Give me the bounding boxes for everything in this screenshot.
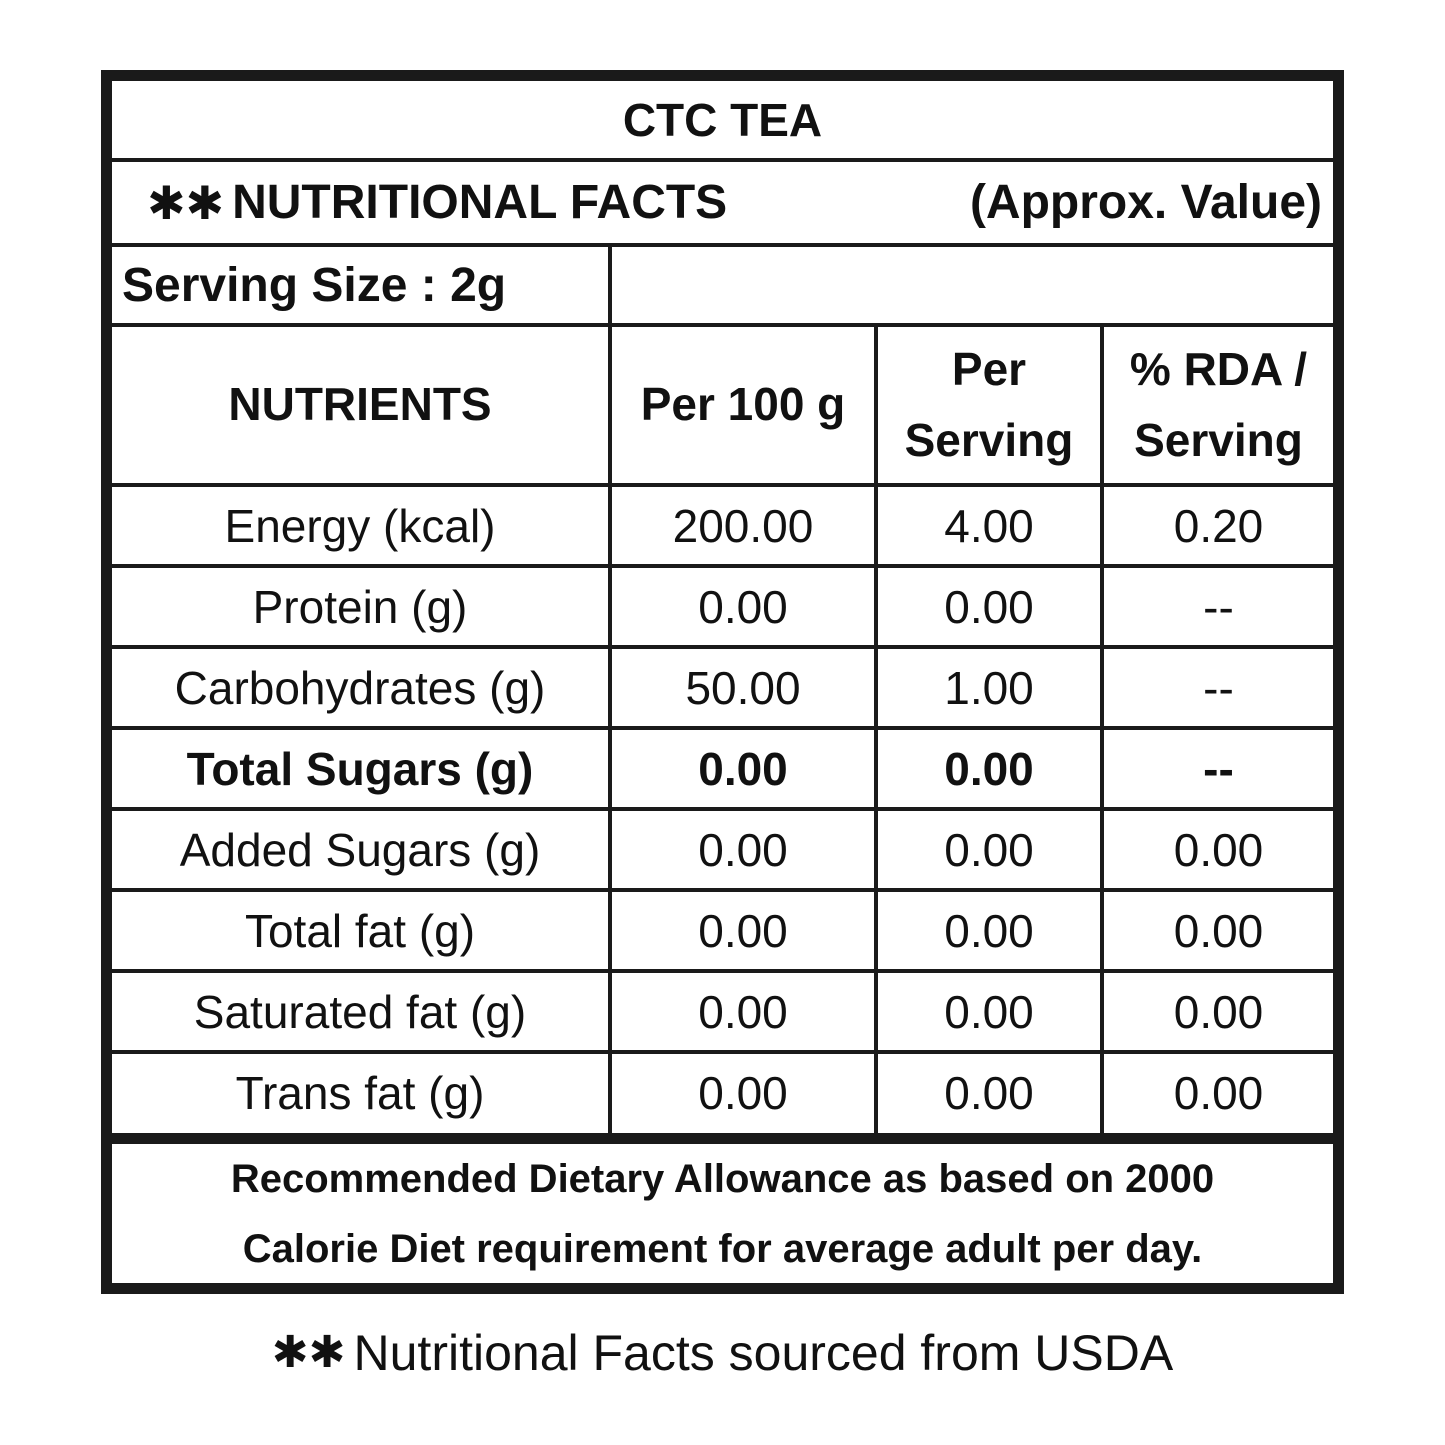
- nutrient-name: Added Sugars (g): [179, 823, 541, 876]
- nutrient-name: Total fat (g): [244, 904, 476, 957]
- col-header-line: Serving: [904, 414, 1074, 466]
- column-divider: [874, 327, 878, 1137]
- nutrient-value-rda: 0.20: [1173, 499, 1264, 552]
- facts-heading: [147, 162, 847, 243]
- footnote-line: Recommended Dietary Allowance as based on 2000: [230, 1156, 1215, 1201]
- nutrient-value-per-serving: 0.00: [944, 742, 1034, 795]
- nutrient-value-per-serving: 0.00: [944, 985, 1034, 1038]
- column-divider: [1100, 327, 1104, 1137]
- nutrient-value-rda: 0.00: [1173, 823, 1264, 876]
- asterisk-icon: ✱: [185, 176, 225, 229]
- nutrient-name: Total Sugars (g): [186, 742, 534, 795]
- source-note: [0, 1318, 1445, 1388]
- nutrient-name: Protein (g): [252, 580, 468, 633]
- column-divider: [608, 247, 612, 1137]
- product-title: CTC TEA: [622, 93, 823, 146]
- col-header-line: Serving: [1134, 414, 1303, 466]
- col-header-per100: Per 100 g: [640, 378, 846, 431]
- asterisk-icon: ✱: [147, 176, 186, 229]
- rda-footnote: [112, 1144, 1333, 1283]
- asterisk-icon: ✱: [271, 1328, 309, 1377]
- serving-size: Serving Size : 2g: [122, 258, 507, 312]
- nutrient-value-rda: 0.00: [1173, 904, 1264, 957]
- nutrient-name: Energy (kcal): [224, 499, 496, 552]
- nutrient-value-rda: --: [1203, 661, 1234, 714]
- nutrient-name: Saturated fat (g): [193, 985, 527, 1038]
- divider: [112, 1133, 1333, 1144]
- nutrient-value-per-serving: 1.00: [944, 661, 1034, 714]
- nutrient-value-per-serving: 4.00: [944, 499, 1034, 552]
- col-header-line: % RDA /: [1129, 342, 1308, 395]
- nutrient-value-per100: 0.00: [698, 742, 788, 795]
- asterisk-icon: ✱: [308, 1328, 346, 1377]
- asterisks: [147, 176, 225, 229]
- nutrient-value-per100: 0.00: [698, 904, 788, 957]
- empty-cell: [612, 247, 1333, 323]
- nutrient-value-rda: --: [1203, 580, 1234, 633]
- source-note-text: Nutritional Facts sourced from USDA: [353, 1325, 1174, 1381]
- col-header-per-serving: [878, 327, 1100, 483]
- nutrient-value-per-serving: 0.00: [944, 1066, 1034, 1119]
- footnote-line: Calorie Diet requirement for average adult per day.: [242, 1226, 1203, 1271]
- nutrient-value-rda: 0.00: [1173, 1066, 1264, 1119]
- nutrient-value-per100: 200.00: [672, 499, 814, 552]
- nutrient-value-per100: 50.00: [685, 661, 801, 714]
- nutrient-value-per100: 0.00: [698, 1066, 788, 1119]
- nutrient-value-per100: 0.00: [698, 580, 788, 633]
- nutrient-name: Carbohydrates (g): [174, 661, 546, 714]
- nutrient-value-per-serving: 0.00: [944, 823, 1034, 876]
- nutrient-value-per100: 0.00: [698, 823, 788, 876]
- asterisks: [271, 1328, 346, 1377]
- approx-note: (Approx. Value): [969, 176, 1322, 229]
- col-header-rda: [1104, 327, 1333, 483]
- nutrient-value-rda: --: [1203, 742, 1234, 795]
- nutrient-value-per-serving: 0.00: [944, 580, 1034, 633]
- nutrient-value-per100: 0.00: [698, 985, 788, 1038]
- col-header-nutrients: NUTRIENTS: [228, 378, 492, 431]
- nutrient-value-rda: 0.00: [1173, 985, 1264, 1038]
- nutrition-label: [101, 70, 1344, 1294]
- nutrient-value-per-serving: 0.00: [944, 904, 1034, 957]
- col-header-line: Per: [951, 342, 1027, 395]
- facts-heading-text: NUTRITIONAL FACTS: [232, 176, 728, 229]
- nutrient-name: Trans fat (g): [235, 1066, 485, 1119]
